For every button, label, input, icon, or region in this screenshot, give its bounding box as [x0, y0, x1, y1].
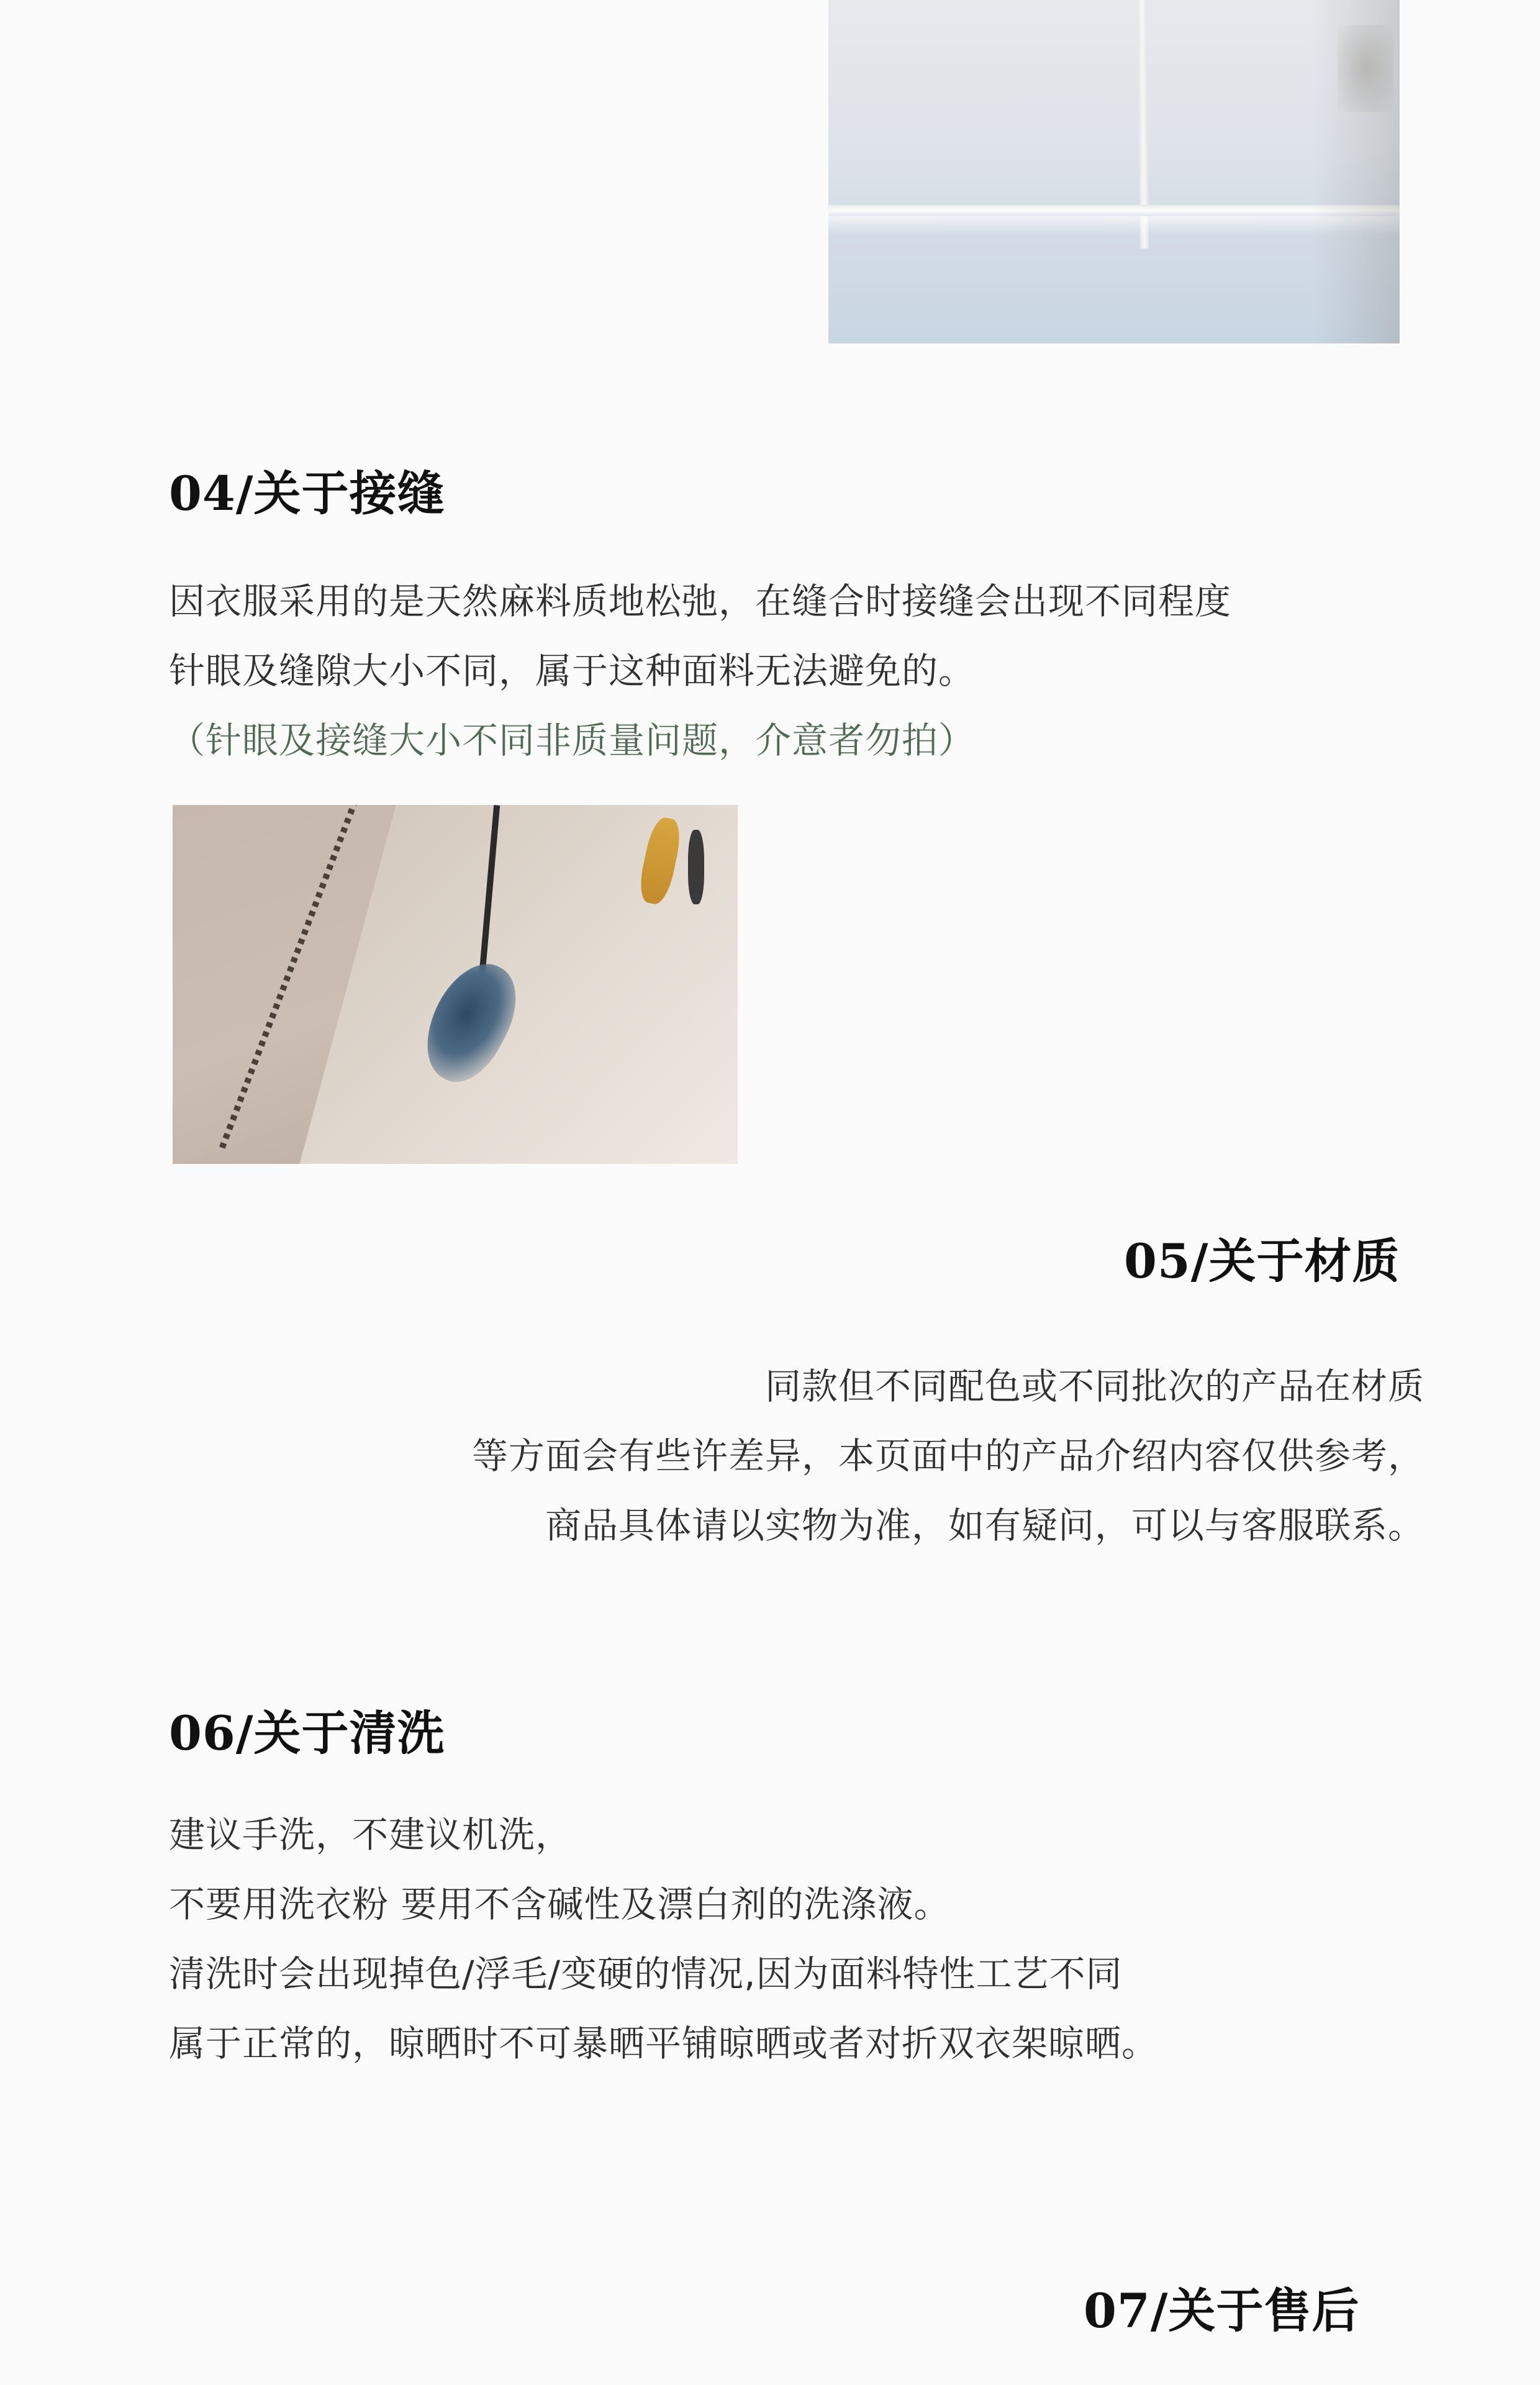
section-heading-after-sales: 07/关于售后 [1084, 2283, 1360, 2338]
text-line: 因衣服采用的是天然麻料质地松弛，在缝合时接缝会出现不同程度 [169, 580, 1232, 622]
text-line: 针眼及缝隙大小不同，属于这种面料无法避免的。 [169, 650, 976, 692]
text-line: 属于正常的，晾晒时不可暴晒平铺晾晒或者对折双衣架晾晒。 [169, 2022, 1159, 2065]
section-heading-seams: 04/关于接缝 [169, 466, 445, 521]
fabric-edge-shade [1313, 0, 1400, 343]
text-line: 等方面会有些许差异，本页面中的产品介绍内容仅供参考， [471, 1435, 1424, 1477]
painted-yellow-stroke [636, 815, 684, 906]
text-line: 清洗时会出现掉色/浮毛/变硬的情况,因为面料特性工艺不同 [169, 1953, 1123, 1995]
seam-closeup-photo [173, 805, 738, 1164]
fabric-overlap-panel [173, 805, 440, 1164]
text-line: 同款但不同配色或不同批次的产品在材质 [764, 1365, 1424, 1407]
text-line: 不要用洗衣粉 要用不含碱性及漂白剂的洗涤液。 [169, 1883, 951, 1925]
section-text-seams [169, 566, 1231, 775]
section-heading-material: 05/关于材质 [1124, 1233, 1400, 1289]
text-line: 商品具体请以实物为准，如有疑问，可以与客服联系。 [545, 1504, 1424, 1547]
painted-blue-petal [409, 950, 533, 1095]
painted-stem [479, 805, 500, 979]
painted-dark-stroke [688, 830, 704, 904]
note-line: （针眼及接缝大小不同非质量问题，介意者勿拍） [169, 719, 976, 761]
text-line: 建议手洗，不建议机洗， [169, 1814, 573, 1856]
section-heading-washing: 06/关于清洗 [169, 1706, 445, 1761]
fabric-photo-top [828, 0, 1400, 343]
section-text-washing [169, 1800, 1158, 2078]
section-text-material [472, 1352, 1424, 1560]
